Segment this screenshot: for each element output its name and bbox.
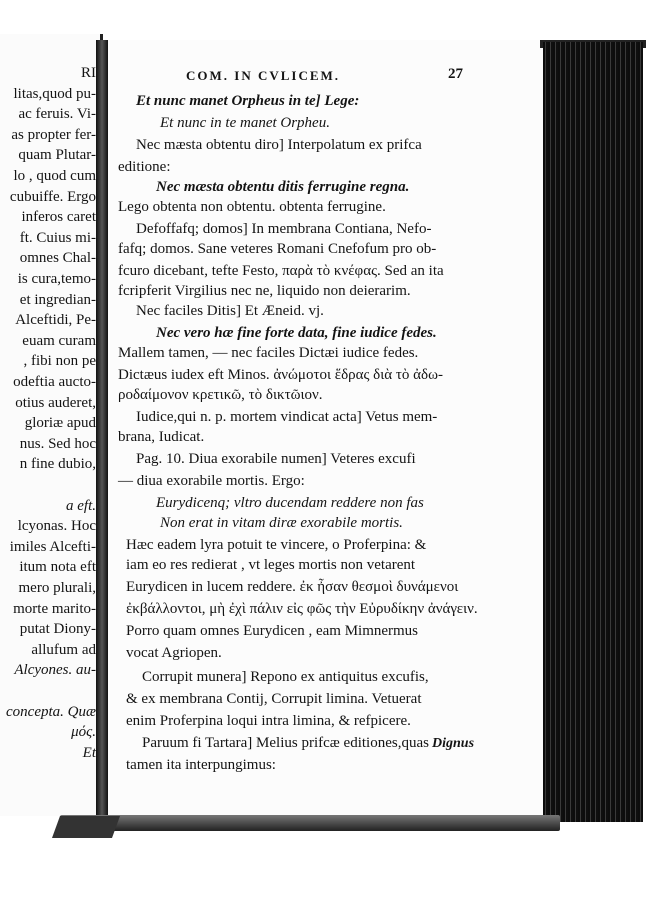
page-number: 27 [448,66,463,82]
right-page-line: fcuro dicebant, tefte Festo, παρὰ τὸ κνέφας. Sed an ita [118,263,444,279]
right-page-line: Nec mæsta obtentu diro] Interpolatum ex prifca [136,137,422,153]
right-page-line: ροδαίμονον κρετικῶ, τὸ δικτῶιον. [118,387,323,403]
book-gutter [96,40,108,830]
left-page-line: imiles Alcefti- [9,538,96,555]
right-page-line: Et nunc in te manet Orpheu. [160,115,330,131]
left-page-line: omnes Chal- [19,250,96,267]
left-page-line: odeftia aucto- [13,374,96,390]
left-page-line: et ingredian- [19,291,96,308]
left-page-line: concepta. Quæ [6,703,96,720]
left-page [0,34,103,816]
left-page-line: as propter fer- [11,126,96,143]
left-page-line: itum nota eft [19,559,96,576]
left-page-line: Et [82,744,96,761]
page-block-edge [543,42,643,822]
right-page-line: Nec mæsta obtentu ditis ferrugine regna. [156,179,410,195]
right-page-line: tamen ita interpungimus: [126,757,276,773]
left-page-line: quam Plutar- [18,147,96,164]
left-page-line: lo , quod cum [13,168,96,184]
left-page-line: n fine dubio, [19,456,96,473]
left-page-line: , fibi non pe [23,353,96,370]
running-head: COM. IN CVLICEM. [186,68,341,83]
left-page-line: litas,quod pu- [13,85,96,102]
right-page-line: Lego obtenta non obtentu. obtenta ferrugine. [118,199,386,215]
right-page-line: vocat Agriopen. [126,645,222,661]
left-page-line: is cura,temo- [17,271,96,287]
right-page-line: & ex membrana Contij, Corrupit limina. Vetuerat [126,691,422,707]
right-page-line: Paruum fi Tartara] Melius prifcæ editiones,quas [142,735,429,751]
left-page-line: cubuiffe. Ergo [9,188,96,205]
left-page-line: putat Diony- [19,621,96,638]
left-page-line: RI [81,65,96,81]
right-page-line: brana, Iudicat. [118,429,205,445]
right-page-line: Nec faciles Ditis] Et Æneid. vj. [136,303,324,319]
right-page-line: Defoffafq; domos] In membrana Contiana, Nefo- [136,221,432,237]
left-page-line: morte marito- [13,600,96,617]
right-page-line: Corrupit munera] Repono ex antiquitus excufis, [142,669,429,685]
left-page-line: lcyonas. Hoc [17,518,96,535]
right-page-line: Iudice,qui n. p. mortem vindicat acta] Vetus mem- [136,409,438,425]
right-page-line: — diua exorabile mortis. Ergo: [118,473,305,489]
left-page-line: ac feruis. Vi- [18,106,96,123]
right-page-line: Porro quam omnes Eurydicen , eam Mimnermus [126,623,419,639]
cover-edge [60,815,560,831]
left-page-line: inferos caret [21,209,96,226]
cover-corner [52,816,120,838]
right-page-line: Non erat in vitam diræ exorabile mortis. [160,515,403,531]
left-page-line: gloriæ apud [24,415,96,432]
left-page-line: a eft. [66,497,96,514]
left-page-line: μός. [71,724,96,741]
right-page-line: Eurydicen in lucem reddere. ἐκ ἦσαν θεσμοὶ δυνάμενοι [126,579,459,595]
left-page-line: euam curam [22,332,96,349]
right-page-line: fafq; domos. Sane veteres Romani Cnefofum pro ob- [118,241,437,257]
left-page-line: ft. Cuius mi- [19,229,96,246]
right-page-line: ἐκβάλλοντοι, μὴ ἐχὶ πάλιν εἰς φῶς τὴν Εὐρυδίκην ἀνάγειν. [126,601,478,617]
right-page-line: editione: [118,159,171,175]
right-page-line: Eurydicenq; vltro ducendam reddere non fas [156,495,424,511]
right-page-line: Nec vero hæ fine forte data, fine iudice fedes. [156,325,437,341]
right-page-line: enim Proferpina loqui intra limina, & refpicere. [126,713,411,729]
left-page-line: nus. Sed hoc [19,435,96,452]
catchword: Dignus [432,736,475,751]
right-page-line: Pag. 10. Diua exorabile numen] Veteres excufi [136,451,416,467]
right-page-line: Hæc eadem lyra potuit te vincere, o Proferpina: & [126,537,427,553]
left-page-line: Alceftidi, Pe- [15,312,96,329]
right-page-line: Dictæus iudex eft Minos. ἀνώμοτοι ἕδρας διὰ τὸ ἀδω- [118,367,443,383]
right-page-line: iam eo res redierat , vt leges mortis non vetarent [126,557,416,573]
left-page-line: otius auderet, [15,394,96,411]
left-page-line: mero plurali, [18,580,96,596]
left-page-line: allufum ad [31,641,96,658]
right-page-line: Mallem tamen, — nec faciles Dictæi iudice fedes. [118,345,419,361]
left-page-line: Alcyones. au- [14,662,96,679]
right-page-line: Et nunc manet Orpheus in te] Lege: [136,93,360,109]
right-page-line: fcripferit Virgilius nec ne, liquido non deierarim. [118,283,411,299]
